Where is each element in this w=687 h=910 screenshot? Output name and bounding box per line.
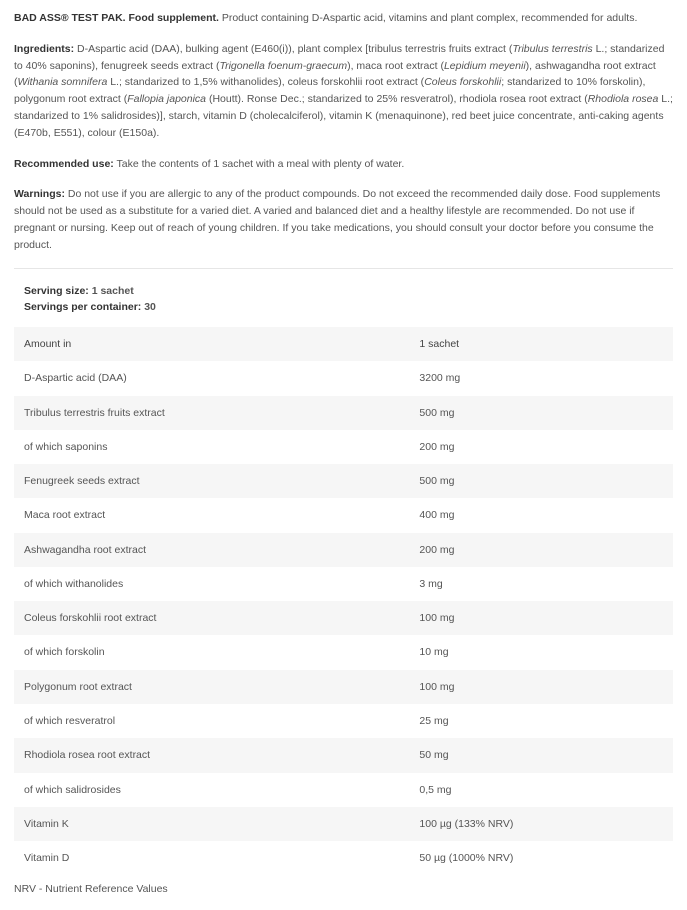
nutrient-name: Fenugreek seeds extract [24,475,140,488]
ingredients-label: Ingredients: [14,42,75,55]
table-row [14,430,673,464]
product-title: BAD ASS® TEST PAK. Food supplement. [14,12,219,24]
ingredient-text-fragment: L.; standarized to 1,5% withanolides), coleus forskohlii root extract ( [107,76,425,89]
servings-per-container-row [24,299,673,315]
serving-size-value: 1 sachet [88,284,134,297]
nutrient-name: Rhodiola rosea root extract [24,749,151,762]
nutrient-amount: 500 mg [419,406,455,419]
ingredient-text-fragment: D-Aspartic acid (DAA), bulking agent (E460(i)), plant complex [tribulus terrestris fruits extract ( [74,42,513,55]
nutrient-name: of which forskolin [24,646,105,659]
servings-per-container-label: Servings per container: [24,300,142,313]
serving-information [14,283,673,316]
nutrient-amount: 200 mg [419,440,455,453]
ingredient-species-name: Withania somnifera [17,76,108,89]
table-row [14,773,673,807]
serving-size-row [24,283,673,299]
ingredients-text [14,43,673,139]
table-row [14,807,673,841]
nutrient-name: Vitamin K [24,817,69,830]
nutrient-name: Polygonum root extract [24,680,132,693]
nutrient-name: Vitamin D [24,852,70,865]
warnings-paragraph [14,186,673,253]
nutrient-name: Ashwagandha root extract [24,543,146,556]
nutrient-name: D-Aspartic acid (DAA) [24,372,127,385]
table-row [14,601,673,635]
nutrient-amount: 3200 mg [419,372,461,385]
nutrient-amount: 50 mg [419,749,449,762]
ingredient-text-fragment: ), maca root extract ( [347,59,444,72]
product-title-paragraph [14,10,673,27]
nutrient-amount: 10 mg [419,646,449,659]
nutrient-name: of which saponins [24,440,108,453]
warnings-text: Do not use if you are allergic to any of the product compounds. Do not exceed the recommended daily dose. Food supplements should not be used as a substitute for a varied diet. A varied and balanced diet and a healthy lifestyle are recommended. Do not use if pregnant or nursing. Keep out of reach of young children. If you take medications, you should consult your doctor before you consume the product. [14,188,661,251]
nutrition-table [14,327,673,875]
ingredient-species-name: Trigonella foenum-graecum [219,59,348,72]
table-header-row [14,327,673,361]
nutrition-table-head [14,327,673,361]
nutrient-name: of which withanolides [24,577,124,590]
ingredients-paragraph [14,41,673,142]
table-row [14,738,673,772]
table-row [14,704,673,738]
nutrient-name: Tribulus terrestris fruits extract [24,406,165,419]
nrv-footnote: NRV - Nutrient Reference Values [14,883,168,896]
nutrient-amount: 100 mg [419,612,455,625]
ingredient-species-name: Lepidium meyenii [443,59,526,72]
ingredient-text-fragment: ), ashwagandha root extract ( [14,59,656,89]
ingredient-text-fragment: (Houtt). Ronse Dec.; standarized to 25% resveratrol), rhodiola rosea root extract ( [206,93,588,106]
warnings-label: Warnings: [14,188,65,201]
nutrient-name: of which resveratrol [24,715,116,728]
ingredient-species-name: Fallopia japonica [127,93,207,106]
recommended-use-paragraph [14,156,673,173]
nutrient-amount: 500 mg [419,475,455,488]
recommended-use-text: Take the contents of 1 sachet with a meal with plenty of water. [113,157,405,170]
ingredient-species-name: Coleus forskohlii [424,76,502,89]
table-row [14,361,673,395]
serving-size-label: Serving size: [24,284,89,297]
recommended-use-label: Recommended use: [14,157,114,170]
nutrient-amount: 25 mg [419,715,449,728]
table-row [14,841,673,875]
header-serving: 1 sachet [419,338,460,351]
product-subtitle: Product containing D-Aspartic acid, vitamins and plant complex, recommended for adults. [218,12,638,24]
header-amount-in: Amount in [24,338,72,351]
ingredient-species-name: Tribulus terrestris [512,42,593,55]
ingredient-species-name: Rhodiola rosea [587,93,659,106]
table-row [14,635,673,669]
table-row [14,533,673,567]
table-row [14,670,673,704]
servings-per-container-value: 30 [141,300,156,313]
nutrient-amount: 100 µg (133% NRV) [419,817,514,830]
nutrient-amount: 200 mg [419,543,455,556]
table-row [14,464,673,498]
ingredient-text-fragment: L.; standarized to 40% saponins), fenugreek seeds extract ( [14,42,665,72]
nutrition-table-body [14,361,673,875]
nutrient-name: Coleus forskohlii root extract [24,612,157,625]
section-divider [14,268,673,269]
ingredient-text-fragment: L.; standarized to 1% salidrosides)], starch, vitamin D (cholecalciferol), vitamin K (menaquinone), red beet juice concentrate, anti-caking agents (E470b, E551), colour (E150a). [14,93,673,139]
nutrient-name: Maca root extract [24,509,106,522]
table-row [14,567,673,601]
nutrient-amount: 3 mg [419,577,443,590]
nutrient-amount: 0,5 mg [419,783,452,796]
table-row [14,396,673,430]
nutrient-name: of which salidrosides [24,783,121,796]
table-row [14,498,673,532]
nutrient-amount: 50 µg (1000% NRV) [419,852,514,865]
ingredient-text-fragment: ; standarized to 10% forskolin), polygonum root extract ( [14,76,646,106]
nutrient-amount: 400 mg [419,509,455,522]
nutrient-amount: 100 mg [419,680,455,693]
